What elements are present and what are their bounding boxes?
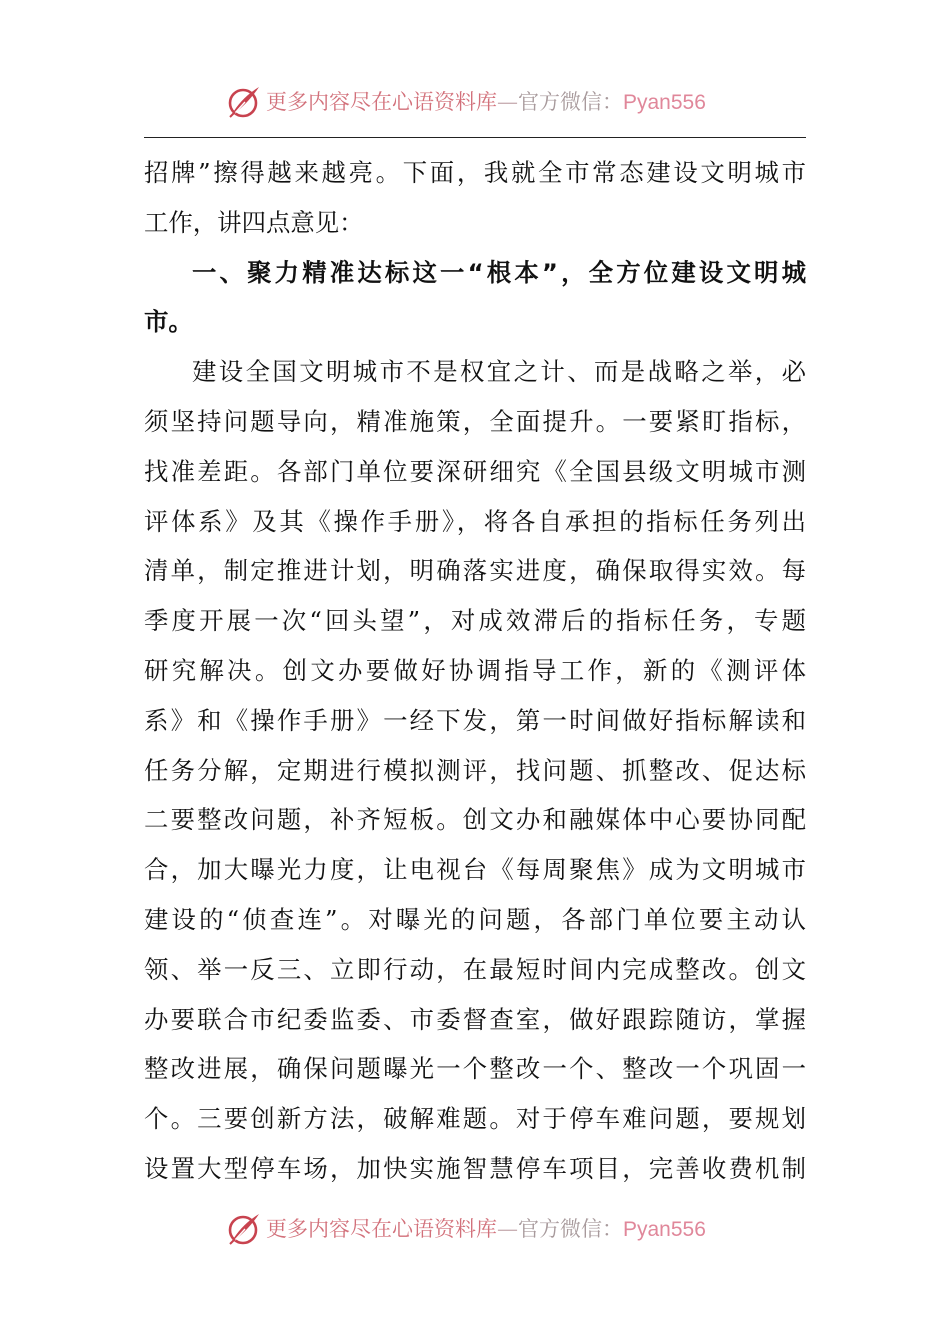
paragraph-line: 任务分解，定期进行模拟测评，找问题、抓整改、促达标 bbox=[144, 755, 806, 785]
wechat-id: Pyan556 bbox=[623, 91, 706, 114]
document-body bbox=[144, 148, 806, 1194]
paragraph-line: 工作，讲四点意见： bbox=[144, 207, 364, 237]
paragraph-line: 招牌”擦得越来越亮。下面，我就全市常态建设文明城市 bbox=[144, 158, 806, 187]
paragraph-line: 找准差距。各部门单位要深研细究《全国县级文明城市测 bbox=[144, 456, 806, 486]
wechat-label: 官方微信： bbox=[518, 1217, 623, 1241]
quill-pen-logo-icon bbox=[226, 1211, 262, 1247]
paragraph-line: 研究解决。创文办要做好协调指导工作，新的《测评体 bbox=[144, 655, 806, 685]
paragraph-line: 整改进展，确保问题曝光一个整改一个、整改一个巩固一 bbox=[144, 1054, 806, 1084]
paragraph-line: 评体系》及其《操作手册》，将各自承担的指标任务列出 bbox=[144, 506, 806, 536]
watermark-separator: — bbox=[497, 1217, 518, 1241]
paragraph-line: 建设的“侦查连”。对曝光的问题，各部门单位要主动认 bbox=[144, 904, 806, 934]
paragraph-line: 清单，制定推进计划，明确落实进度，确保取得实效。每 bbox=[144, 556, 806, 586]
header-watermark-banner bbox=[0, 82, 950, 122]
watermark-separator: — bbox=[497, 90, 518, 114]
paragraph-line: 合，加大曝光力度，让电视台《每周聚焦》成为文明城市 bbox=[144, 855, 806, 885]
wechat-label: 官方微信： bbox=[518, 90, 623, 114]
paragraph-line: 办要联合市纪委监委、市委督查室，做好跟踪随访，掌握 bbox=[144, 1004, 806, 1034]
quill-pen-logo-icon bbox=[226, 84, 262, 120]
paragraph-line: 须坚持问题导向，精准施策，全面提升。一要紧盯指标， bbox=[144, 406, 806, 436]
watermark-text bbox=[266, 88, 706, 117]
paragraph-line: 建设全国文明城市不是权宜之计、而是战略之举，必 bbox=[192, 357, 806, 387]
paragraph-line: 二要整改问题，补齐短板。创文办和融媒体中心要协同配 bbox=[144, 805, 806, 835]
section-heading-line: 市。 bbox=[144, 307, 193, 337]
paragraph-line: 设置大型停车场，加快实施智慧停车项目，完善收费机制 bbox=[144, 1153, 806, 1183]
footer-watermark-banner bbox=[0, 1209, 950, 1249]
paragraph-line: 系》和《操作手册》一经下发，第一时间做好指标解读和 bbox=[144, 705, 806, 735]
paragraph-line: 季度开展一次“回头望”，对成效滞后的指标任务，专题 bbox=[144, 606, 806, 636]
paragraph-line: 领、举一反三、立即行动，在最短时间内完成整改。创文 bbox=[144, 954, 806, 984]
watermark-text bbox=[266, 1215, 706, 1244]
wechat-id: Pyan556 bbox=[623, 1218, 706, 1241]
watermark-slogan: 更多内容尽在心语资料库 bbox=[266, 1217, 497, 1241]
watermark-slogan: 更多内容尽在心语资料库 bbox=[266, 90, 497, 114]
section-heading-line: 一、聚力精准达标这一“根本”，全方位建设文明城 bbox=[192, 257, 806, 287]
paragraph-line: 个。三要创新方法，破解难题。对于停车难问题，要规划 bbox=[144, 1104, 806, 1134]
header-divider bbox=[144, 137, 806, 138]
